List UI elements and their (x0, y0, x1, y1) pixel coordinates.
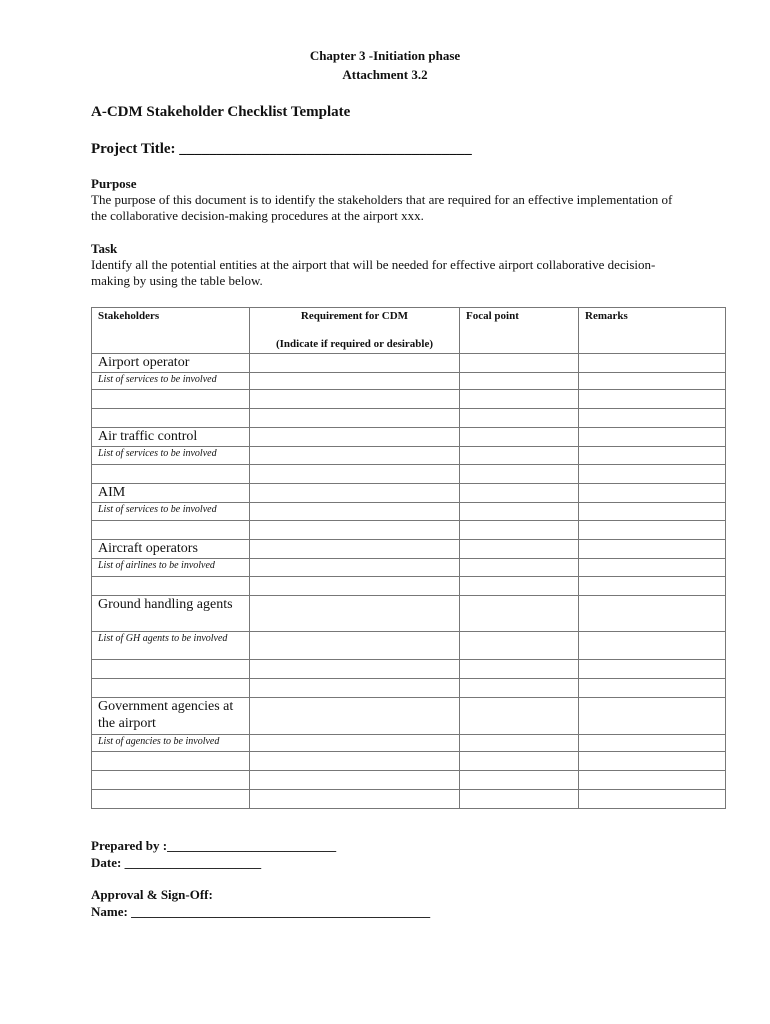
table-cell (92, 771, 250, 790)
table-cell (92, 390, 250, 409)
purpose-section (91, 176, 691, 224)
table-cell (460, 503, 579, 521)
table-cell (579, 354, 726, 373)
table-cell (250, 632, 460, 660)
stakeholder-sub-cell (92, 373, 250, 390)
table-row (92, 596, 726, 632)
table-row (92, 465, 726, 484)
header-requirement (250, 308, 460, 354)
stakeholder-sub: List of services to be involved (98, 374, 217, 385)
table-row (92, 559, 726, 577)
table-cell (579, 390, 726, 409)
table-row (92, 698, 726, 735)
stakeholder-sub-cell (92, 735, 250, 752)
table-cell (460, 790, 579, 809)
table-row (92, 409, 726, 428)
header-stakeholders: Stakeholders (92, 308, 250, 354)
purpose-label: Purpose (91, 176, 137, 191)
table-cell (579, 447, 726, 465)
table-cell (579, 790, 726, 809)
date-field: Date: _____________________ (91, 855, 262, 870)
table-cell (250, 465, 460, 484)
table-cell (250, 660, 460, 679)
table-row (92, 679, 726, 698)
table-cell (460, 373, 579, 390)
project-title-field: Project Title: _______________________________________ (91, 141, 472, 157)
stakeholder-name-cell (92, 484, 250, 503)
stakeholder-name-cell (92, 698, 250, 735)
table-cell (460, 465, 579, 484)
table-cell (579, 484, 726, 503)
table-header-row (92, 308, 726, 354)
table-row (92, 484, 726, 503)
table-cell (460, 409, 579, 428)
table-cell (250, 698, 460, 735)
stakeholder-name-cell (92, 428, 250, 447)
stakeholder-name: AIM (98, 485, 126, 500)
task-text: Identify all the potential entities at the airport that will be needed for effective airport collaborative decision-making by using the table below. (91, 257, 656, 288)
table-cell (460, 354, 579, 373)
table-cell (579, 679, 726, 698)
table-cell (579, 373, 726, 390)
task-label: Task (91, 241, 118, 256)
table-cell (579, 428, 726, 447)
stakeholder-name: Airport operator (98, 355, 190, 370)
table-cell (460, 698, 579, 735)
table-row (92, 540, 726, 559)
stakeholder-sub: List of airlines to be involved (98, 560, 215, 571)
table-cell (579, 735, 726, 752)
table-cell (92, 465, 250, 484)
table-cell (250, 679, 460, 698)
chapter-heading: Chapter 3 -Initiation phase (309, 48, 461, 63)
table-row (92, 390, 726, 409)
table-row (92, 428, 726, 447)
table-cell (460, 484, 579, 503)
table-cell (579, 465, 726, 484)
document-title: A-CDM Stakeholder Checklist Template (91, 104, 351, 120)
table-cell (579, 698, 726, 735)
table-cell (92, 660, 250, 679)
stakeholder-sub-cell (92, 447, 250, 465)
header-focal-point: Focal point (460, 308, 579, 354)
table-row (92, 771, 726, 790)
table-row (92, 447, 726, 465)
table-cell (460, 679, 579, 698)
table-cell (92, 521, 250, 540)
table-cell (250, 390, 460, 409)
table-cell (460, 447, 579, 465)
table-cell (460, 632, 579, 660)
table-cell (579, 752, 726, 771)
table-cell (250, 735, 460, 752)
table-cell (250, 373, 460, 390)
approval-label: Approval & Sign-Off: (91, 887, 213, 902)
table-cell (250, 771, 460, 790)
table-cell (579, 503, 726, 521)
table-row (92, 373, 726, 390)
table-cell (92, 679, 250, 698)
table-row (92, 521, 726, 540)
table-cell (460, 577, 579, 596)
table-cell (250, 503, 460, 521)
stakeholder-name: Ground handling agents (98, 597, 233, 612)
stakeholder-name: Aircraft operators (98, 541, 198, 556)
header-requirement-label: Requirement for CDM (300, 310, 409, 322)
stakeholder-name-cell (92, 596, 250, 632)
stakeholder-sub-cell (92, 503, 250, 521)
table-cell (92, 577, 250, 596)
table-cell (579, 577, 726, 596)
table-cell (92, 409, 250, 428)
table-cell (250, 409, 460, 428)
table-cell (250, 577, 460, 596)
table-cell (460, 521, 579, 540)
table-cell (460, 771, 579, 790)
table-cell (579, 521, 726, 540)
table-cell (579, 409, 726, 428)
table-row (92, 503, 726, 521)
table-cell (92, 752, 250, 771)
table-cell (250, 596, 460, 632)
table-cell (460, 428, 579, 447)
header-requirement-note: (Indicate if required or desirable) (275, 338, 434, 350)
table-cell (250, 484, 460, 503)
stakeholder-name-cell (92, 354, 250, 373)
stakeholder-name-cell (92, 540, 250, 559)
table-cell (460, 390, 579, 409)
table-cell (579, 771, 726, 790)
table-cell (250, 790, 460, 809)
table-row (92, 632, 726, 660)
table-cell (579, 559, 726, 577)
table-cell (460, 559, 579, 577)
table-cell (460, 540, 579, 559)
stakeholder-sub: List of agencies to be involved (98, 736, 220, 747)
task-section (91, 241, 691, 289)
table-row (92, 735, 726, 752)
stakeholder-sub-cell (92, 632, 250, 660)
table-cell (250, 428, 460, 447)
stakeholder-sub: List of services to be involved (98, 504, 217, 515)
stakeholder-table (91, 307, 726, 809)
table-cell (250, 752, 460, 771)
stakeholder-sub: List of services to be involved (98, 448, 217, 459)
attachment-heading: Attachment 3.2 (342, 67, 428, 82)
stakeholder-sub: List of GH agents to be involved (98, 633, 228, 644)
table-cell (250, 521, 460, 540)
table-cell (460, 660, 579, 679)
table-row (92, 577, 726, 596)
stakeholder-sub-cell (92, 559, 250, 577)
header-remarks: Remarks (579, 308, 726, 354)
table-row (92, 752, 726, 771)
table-row (92, 660, 726, 679)
table-cell (579, 540, 726, 559)
table-cell (579, 632, 726, 660)
table-cell (460, 596, 579, 632)
stakeholder-name: Air traffic control (98, 429, 198, 444)
purpose-text: The purpose of this document is to identify the stakeholders that are required for an effective implementation of the collaborative decision-making procedures at the airport xxx. (91, 192, 673, 223)
table-row (92, 790, 726, 809)
table-cell (579, 660, 726, 679)
table-row (92, 354, 726, 373)
table-cell (460, 752, 579, 771)
stakeholder-name: Government agencies at the airport (98, 699, 234, 731)
prepared-by-field: Prepared by :__________________________ (91, 838, 337, 853)
table-cell (250, 447, 460, 465)
table-cell (250, 559, 460, 577)
table-cell (250, 354, 460, 373)
table-cell (250, 540, 460, 559)
name-field: Name: ______________________________________________ (91, 904, 431, 919)
table-cell (460, 735, 579, 752)
table-cell (92, 790, 250, 809)
table-cell (579, 596, 726, 632)
